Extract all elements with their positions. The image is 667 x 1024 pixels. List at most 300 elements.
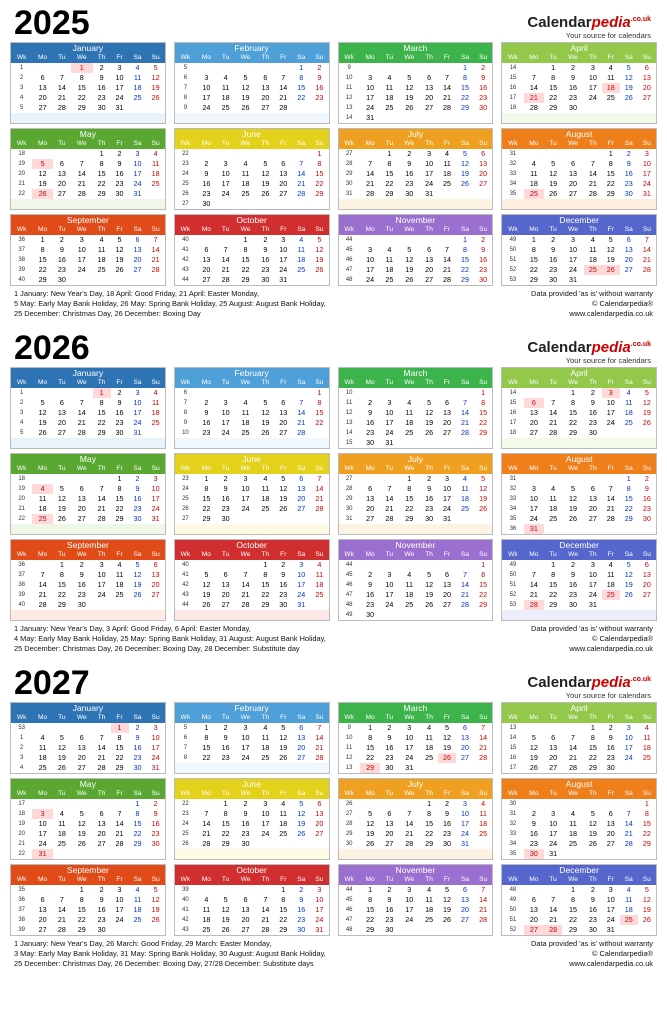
day-cell: 7 [79,159,84,168]
day-cell: 15 [549,83,558,92]
year-header [0,0,667,40]
day-cell: 7 [481,885,486,894]
day-cell: 10 [606,398,615,407]
day-cell: 21 [405,829,414,838]
month-september [10,539,166,621]
day-cell: 9 [99,895,104,904]
week-number: 11 [339,398,360,408]
week-number: 35 [502,514,523,524]
dow-header-fr: Fr [280,226,287,233]
week-number: 5 [175,63,196,73]
day-cell: 20 [279,179,288,188]
day-cell: 8 [79,73,84,82]
day-cell: 11 [625,895,633,904]
day-cell: 25 [549,514,558,523]
website-link[interactable]: www.calendarpedia.co.uk [569,959,653,968]
empty-day [602,474,620,484]
week-number: 28 [339,159,360,169]
dow-header-th: Th [589,551,597,558]
day-cell: 5 [153,63,158,72]
day-cell: 5 [427,398,432,407]
day-cell: 3 [427,149,432,158]
day-cell: 1 [368,723,373,732]
week-col-header: Wk [508,790,518,797]
day-cell: 16 [366,590,375,599]
day-cell: 28 [588,189,597,198]
day-cell: 27 [279,189,288,198]
day-cell: 12 [279,733,288,742]
day-cell: 23 [568,590,577,599]
day-cell: 20 [315,819,324,828]
week-number: 15 [502,398,523,408]
year-title: 2027 [14,664,90,702]
day-cell: 4 [263,474,268,483]
day-cell: 21 [241,590,250,599]
brand-tagline: Your source for calendars [565,31,651,41]
day-cell: 30 [279,600,288,609]
day-cell: 27 [479,179,488,188]
day-cell: 25 [385,103,394,112]
day-cell: 13 [425,83,434,92]
dow-header-tu: Tu [549,790,557,797]
week-number: 14 [502,63,523,73]
day-cell: 5 [263,398,268,407]
day-cell: 15 [221,819,230,828]
day-cell: 17 [366,265,375,274]
week-number: 29 [339,494,360,504]
empty-day [584,849,602,859]
brand-tagline: Your source for calendars [565,691,651,701]
day-cell: 28 [115,839,124,848]
day-cell: 29 [549,600,558,609]
day-cell: 19 [221,915,230,924]
day-cell: 12 [279,484,288,493]
day-cell: 12 [405,255,414,264]
day-cell: 18 [461,494,470,503]
day-cell: 15 [529,255,538,264]
day-cell: 3 [368,245,373,254]
day-cell: 3 [153,723,158,732]
dow-header-we: We [240,714,251,721]
week-number: 43 [175,925,196,935]
day-cell: 2 [99,885,104,894]
day-cell: 9 [204,408,209,417]
day-cell: 18 [57,829,66,838]
month-september [10,864,166,936]
day-cell: 8 [551,570,556,579]
dow-header-th: Th [261,226,270,233]
day-cell: 13 [261,83,270,92]
empty-day [53,799,71,809]
day-cell: 19 [38,418,47,427]
week-number: 14 [339,428,360,438]
day-cell: 28 [77,428,86,437]
day-cell: 1 [243,235,248,244]
day-cell: 27 [606,839,615,848]
dow-header-fr: Fr [116,551,123,558]
day-cell: 21 [461,590,470,599]
week-number: 30 [339,179,360,189]
month-march [338,42,494,124]
day-cell: 26 [38,428,47,437]
day-cell: 13 [549,743,558,752]
empty-day [256,839,274,849]
day-cell: 25 [97,265,106,274]
day-cell: 27 [461,753,470,762]
day-cell: 6 [524,398,545,408]
day-cell: 10 [568,245,577,254]
day-cell: 9 [387,733,392,742]
day-cell: 31 [133,189,142,198]
day-cell: 8 [263,570,268,579]
day-cell: 6 [570,159,575,168]
day-cell: 3 [368,73,373,82]
day-cell: 4 [153,149,158,158]
dow-header-su: Su [315,714,324,721]
day-cell: 17 [549,829,558,838]
day-cell: 8 [40,245,45,254]
day-cell: 14 [315,733,324,742]
day-cell: 21 [524,93,545,103]
day-cell: 12 [115,245,124,254]
day-cell: 14 [97,743,106,752]
day-cell: 25 [202,925,211,934]
day-cell: 11 [461,484,469,493]
week-number: 7 [175,398,196,408]
day-cell: 12 [151,73,160,82]
day-cell: 2 [79,560,84,569]
dow-header-mo: Mo [529,790,539,797]
day-cell: 29 [385,189,394,198]
week-number: 27 [175,199,196,209]
day-cell: 20 [529,915,538,924]
day-cell: 15 [606,169,615,178]
day-cell: 30 [151,839,160,848]
dow-header-we: We [404,379,415,386]
day-cell: 22 [529,265,538,274]
day-cell: 4 [40,733,45,742]
day-cell: 30 [261,275,270,284]
day-cell: 24 [221,428,230,437]
website-link[interactable]: www.calendarpedia.co.uk [569,644,653,653]
dow-header-mo: Mo [201,140,211,147]
dow-header-we: We [240,54,251,61]
day-cell: 14 [588,169,597,178]
day-cell: 31 [425,189,434,198]
day-cell: 22 [297,93,306,102]
month-name: May [11,129,165,139]
day-cell: 7 [570,733,575,742]
day-cell: 18 [261,494,270,503]
week-number: 21 [11,504,32,514]
day-cell: 10 [97,570,106,579]
day-cell: 1 [111,723,129,733]
week-number: 23 [175,474,196,484]
footer-notes [0,621,667,654]
day-cell: 20 [642,83,651,92]
day-cell: 14 [38,580,47,589]
day-cell: 13 [642,570,651,579]
week-number: 22 [11,514,32,524]
empty-day [217,885,235,895]
day-cell: 25 [602,590,620,600]
day-cell: 25 [57,839,66,848]
empty-day [602,103,620,113]
month-name: August [502,454,656,464]
day-cell: 23 [425,504,434,513]
dow-header-th: Th [425,379,433,386]
day-cell: 19 [642,408,651,417]
dow-header-mo: Mo [365,714,375,721]
day-cell: 19 [366,829,375,838]
empty-day [310,428,328,438]
week-number: 43 [175,590,196,600]
day-cell: 20 [461,905,470,914]
week-number: 11 [339,743,360,753]
empty-day [420,438,438,448]
day-cell: 14 [97,494,106,503]
week-number: 17 [502,93,523,103]
dow-header-sa: Sa [461,140,470,147]
empty-day [420,610,438,620]
day-cell: 9 [59,245,64,254]
week-number: 32 [502,484,523,494]
day-cell: 2 [117,149,122,158]
empty-day [524,474,545,484]
day-cell: 27 [385,839,394,848]
dow-header-su: Su [315,54,324,61]
dow-header-we: We [76,465,87,472]
dow-header-th: Th [425,140,433,147]
day-cell: 14 [461,408,470,417]
day-cell: 5 [644,885,649,894]
week-number: 16 [502,83,523,93]
empty-day [310,839,328,849]
day-cell: 15 [624,494,633,503]
week-number: 22 [175,149,196,159]
week-number: 44 [339,235,360,245]
brand-wordmark: Calendarpedia$^{.co.uk}$ [527,14,651,32]
week-number: 8 [175,93,196,103]
week-number: 22 [175,799,196,809]
week-number: 20 [11,829,32,839]
month-may [10,128,166,210]
dow-header-tu: Tu [221,54,230,61]
month-name: November [339,215,493,225]
day-cell: 24 [568,265,577,274]
day-cell: 1 [570,388,575,397]
empty-day [438,113,456,123]
day-cell: 30 [77,600,86,609]
day-cell: 23 [624,179,633,188]
footer-notes [0,936,667,969]
day-cell: 20 [624,255,633,264]
day-cell: 25 [385,275,394,284]
day-cell: 10 [115,895,124,904]
dow-header-sa: Sa [297,876,306,883]
day-cell: 5 [263,159,268,168]
month-name: December [502,540,656,550]
dow-header-sa: Sa [297,465,306,472]
empty-day [196,799,217,809]
day-cell: 27 [38,103,47,112]
week-number: 2 [11,73,32,83]
empty-day [53,723,71,733]
day-cell: 11 [221,83,230,92]
dow-header-th: Th [261,465,270,472]
day-cell: 5 [59,484,64,493]
day-cell: 27 [588,514,597,523]
day-cell: 3 [281,235,286,244]
empty-day [438,235,456,245]
day-cell: 23 [115,179,124,188]
week-number: 19 [11,159,32,169]
day-cell: 9 [407,159,412,168]
day-cell: 21 [588,179,597,188]
week-number: 9 [339,723,360,733]
day-cell: 27 [221,600,230,609]
day-cell: 17 [77,255,86,264]
week-number: 53 [502,600,523,610]
day-cell: 18 [115,580,124,589]
day-cell: 4 [317,560,322,569]
dow-header-tu: Tu [385,876,394,883]
day-cell: 6 [40,73,45,82]
empty-day [360,235,381,245]
copyright-line: Data provided 'as is' without warranty [531,289,653,298]
week-col-header: Wk [180,790,191,797]
month-name: September [11,865,165,875]
day-cell: 9 [608,733,613,742]
day-cell: 3 [135,388,140,397]
day-cell: 9 [644,484,649,493]
day-cell: 7 [243,570,248,579]
day-cell: 21 [315,743,324,752]
day-cell: 20 [57,179,66,188]
day-cell: 1 [204,723,209,732]
month-name: June [175,454,329,464]
day-cell: 22 [549,93,558,102]
day-cell: 20 [443,590,452,599]
day-cell: 17 [588,580,597,589]
year-block-2026 [0,325,667,660]
day-cell: 28 [461,428,470,437]
empty-day [292,149,310,159]
dow-header-sa: Sa [133,226,142,233]
day-cell: 13 [529,905,538,914]
day-cell: 11 [479,809,487,818]
month-august [501,778,657,860]
day-cell: 21 [479,743,488,752]
day-cell: 25 [524,189,545,199]
day-cell: 4 [117,560,122,569]
dow-header-th: Th [589,465,597,472]
month-name: August [502,779,656,789]
day-cell: 31 [315,925,324,934]
day-cell: 17 [241,743,250,752]
week-number: 6 [175,73,196,83]
empty-day [544,799,562,809]
day-cell: 11 [443,159,451,168]
day-cell: 24 [642,179,651,188]
dow-header-th: Th [261,790,270,797]
day-cell: 7 [626,809,631,818]
empty-day [217,149,235,159]
day-cell: 14 [549,905,558,914]
day-cell: 3 [79,235,84,244]
day-cell: 19 [261,179,270,188]
empty-day [562,723,584,733]
empty-day [217,235,235,245]
week-col-header: Wk [180,714,191,721]
day-cell: 17 [443,494,452,503]
day-cell: 12 [479,484,488,493]
empty-day [53,388,71,398]
week-col-header: Wk [16,714,27,721]
empty-day [544,149,562,159]
dow-header-sa: Sa [461,226,470,233]
week-number: 42 [175,915,196,925]
day-cell: 9 [243,809,248,818]
empty-day [32,723,53,733]
dow-header-tu: Tu [549,714,557,721]
week-number: 9 [339,63,360,73]
dow-header-th: Th [425,226,433,233]
month-name: April [502,43,656,53]
day-cell: 12 [366,819,375,828]
week-number: 38 [11,915,32,925]
week-number: 27 [175,514,196,524]
dow-header-tu: Tu [58,551,66,558]
day-cell: 25 [261,753,270,762]
day-cell: 6 [223,570,228,579]
day-cell: 5 [445,723,450,732]
website-link[interactable]: www.calendarpedia.co.uk [569,309,653,318]
week-number: 35 [11,885,32,895]
dow-header-th: Th [589,379,597,386]
day-cell: 12 [38,169,47,178]
month-name: December [502,215,656,225]
empty-day [398,925,420,935]
dow-header-we: We [568,54,578,61]
day-cell: 31 [443,514,452,523]
week-number: 37 [11,245,32,255]
empty-day [456,763,474,773]
day-cell: 21 [549,915,558,924]
copyright-notes [531,939,653,969]
day-cell: 27 [261,103,270,112]
dow-header-mo: Mo [365,54,375,61]
day-cell: 16 [221,743,230,752]
day-cell: 4 [299,235,304,244]
week-col-header: Wk [508,140,518,147]
day-cell: 31 [461,839,470,848]
day-cell: 21 [549,418,558,427]
day-cell: 15 [115,494,124,503]
day-cell: 16 [315,83,324,92]
week-number: 29 [339,829,360,839]
week-number: 40 [175,235,196,245]
day-cell: 26 [549,189,558,198]
day-cell: 12 [77,819,86,828]
day-cell: 22 [315,179,324,188]
empty-day [544,723,562,733]
day-cell: 2 [387,723,392,732]
month-name: January [11,368,165,378]
dow-header-fr: Fr [116,790,123,797]
day-cell: 5 [531,733,536,742]
week-number: 42 [175,255,196,265]
